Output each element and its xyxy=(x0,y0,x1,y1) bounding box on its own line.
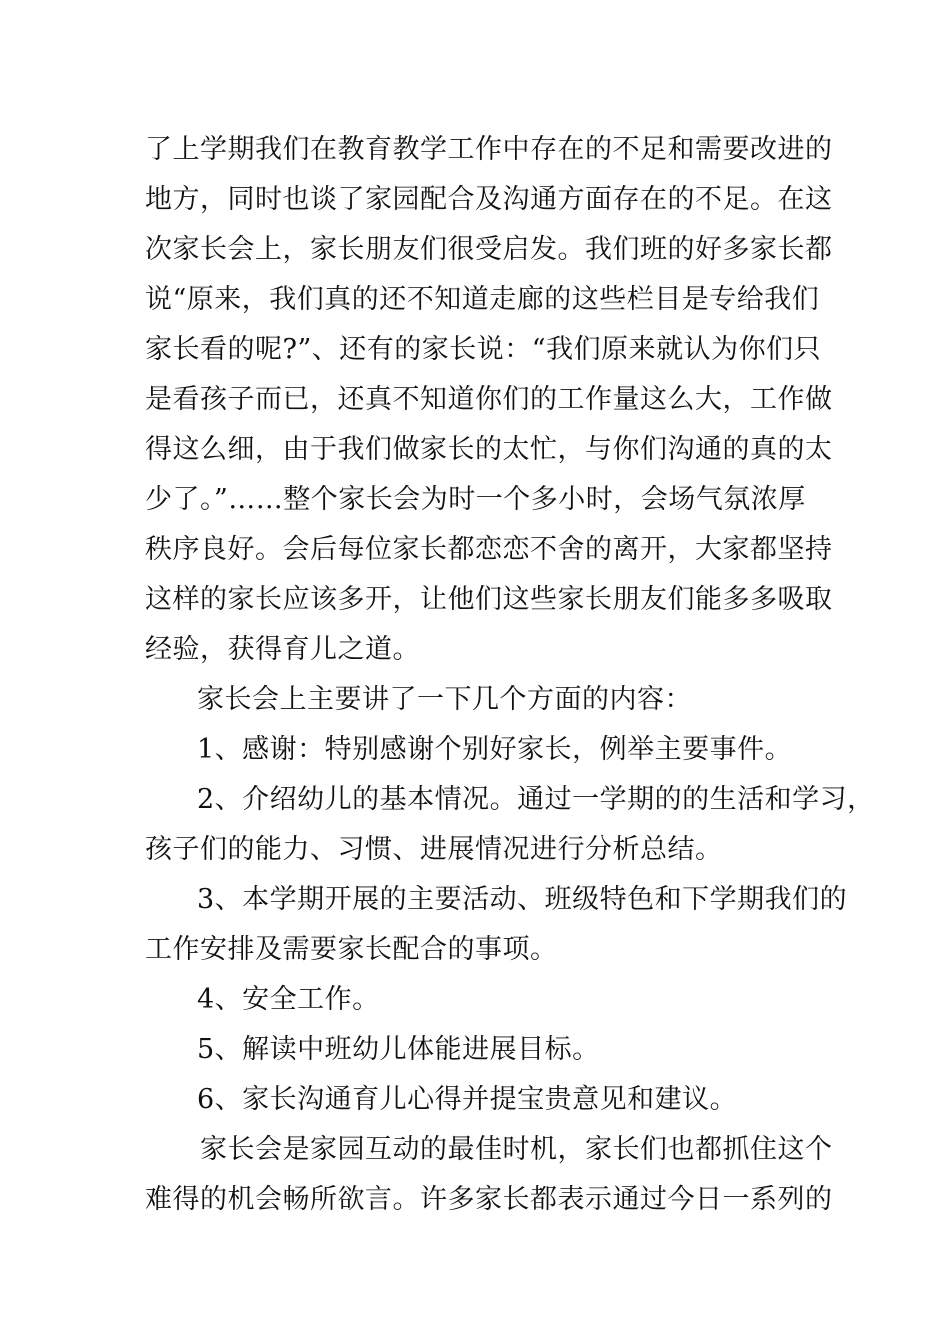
text-line: 家长看的呢?”、还有的家长说：“我们原来就认为你们只 xyxy=(145,334,822,365)
text-line: 是看孩子而已，还真不知道你们的工作量这么大，工作做 xyxy=(145,384,833,415)
text-line: 这样的家长应该多开，让他们这些家长朋友们能多多吸取 xyxy=(145,584,833,615)
list-item-3: 3、本学期开展的主要活动、班级特色和下学期我们的 xyxy=(197,884,848,915)
list-item-4: 4、安全工作。 xyxy=(197,984,380,1015)
text-line: 说“原来，我们真的还不知道走廊的这些栏目是专给我们 xyxy=(145,284,820,315)
list-item-6: 6、家长沟通育儿心得并提宝贵意见和建议。 xyxy=(197,1084,738,1115)
text-line: 了上学期我们在教育教学工作中存在的不足和需要改进的 xyxy=(145,134,833,165)
text-line: 少了。”……整个家长会为时一个多小时，会场气氛浓厚 xyxy=(145,484,806,515)
paragraph-start-line: 家长会是家园互动的最佳时机，家长们也都抓住这个 xyxy=(200,1134,833,1165)
text-line: 地方，同时也谈了家园配合及沟通方面存在的不足。在这 xyxy=(145,184,833,215)
text-line: 得这么细，由于我们做家长的太忙，与你们沟通的真的太 xyxy=(145,434,833,465)
text-line: 难得的机会畅所欲言。许多家长都表示通过今日一系列的 xyxy=(145,1184,833,1215)
text-line: 经验，获得育儿之道。 xyxy=(145,634,420,665)
list-item-5: 5、解读中班幼儿体能进展目标。 xyxy=(197,1034,600,1065)
text-line: 孩子们的能力、习惯、进展情况进行分析总结。 xyxy=(145,834,723,865)
paragraph-intro-line: 家长会上主要讲了一下几个方面的内容： xyxy=(197,684,692,715)
list-item-1: 1、感谢：特别感谢个别好家长，例举主要事件。 xyxy=(197,734,793,765)
text-line: 次家长会上，家长朋友们很受启发。我们班的好多家长都 xyxy=(145,234,833,265)
text-line: 工作安排及需要家长配合的事项。 xyxy=(145,934,558,965)
text-line: 秩序良好。会后每位家长都恋恋不舍的离开，大家都坚持 xyxy=(145,534,833,565)
list-item-2: 2、介绍幼儿的基本情况。通过一学期的的生活和学习， xyxy=(197,784,875,815)
